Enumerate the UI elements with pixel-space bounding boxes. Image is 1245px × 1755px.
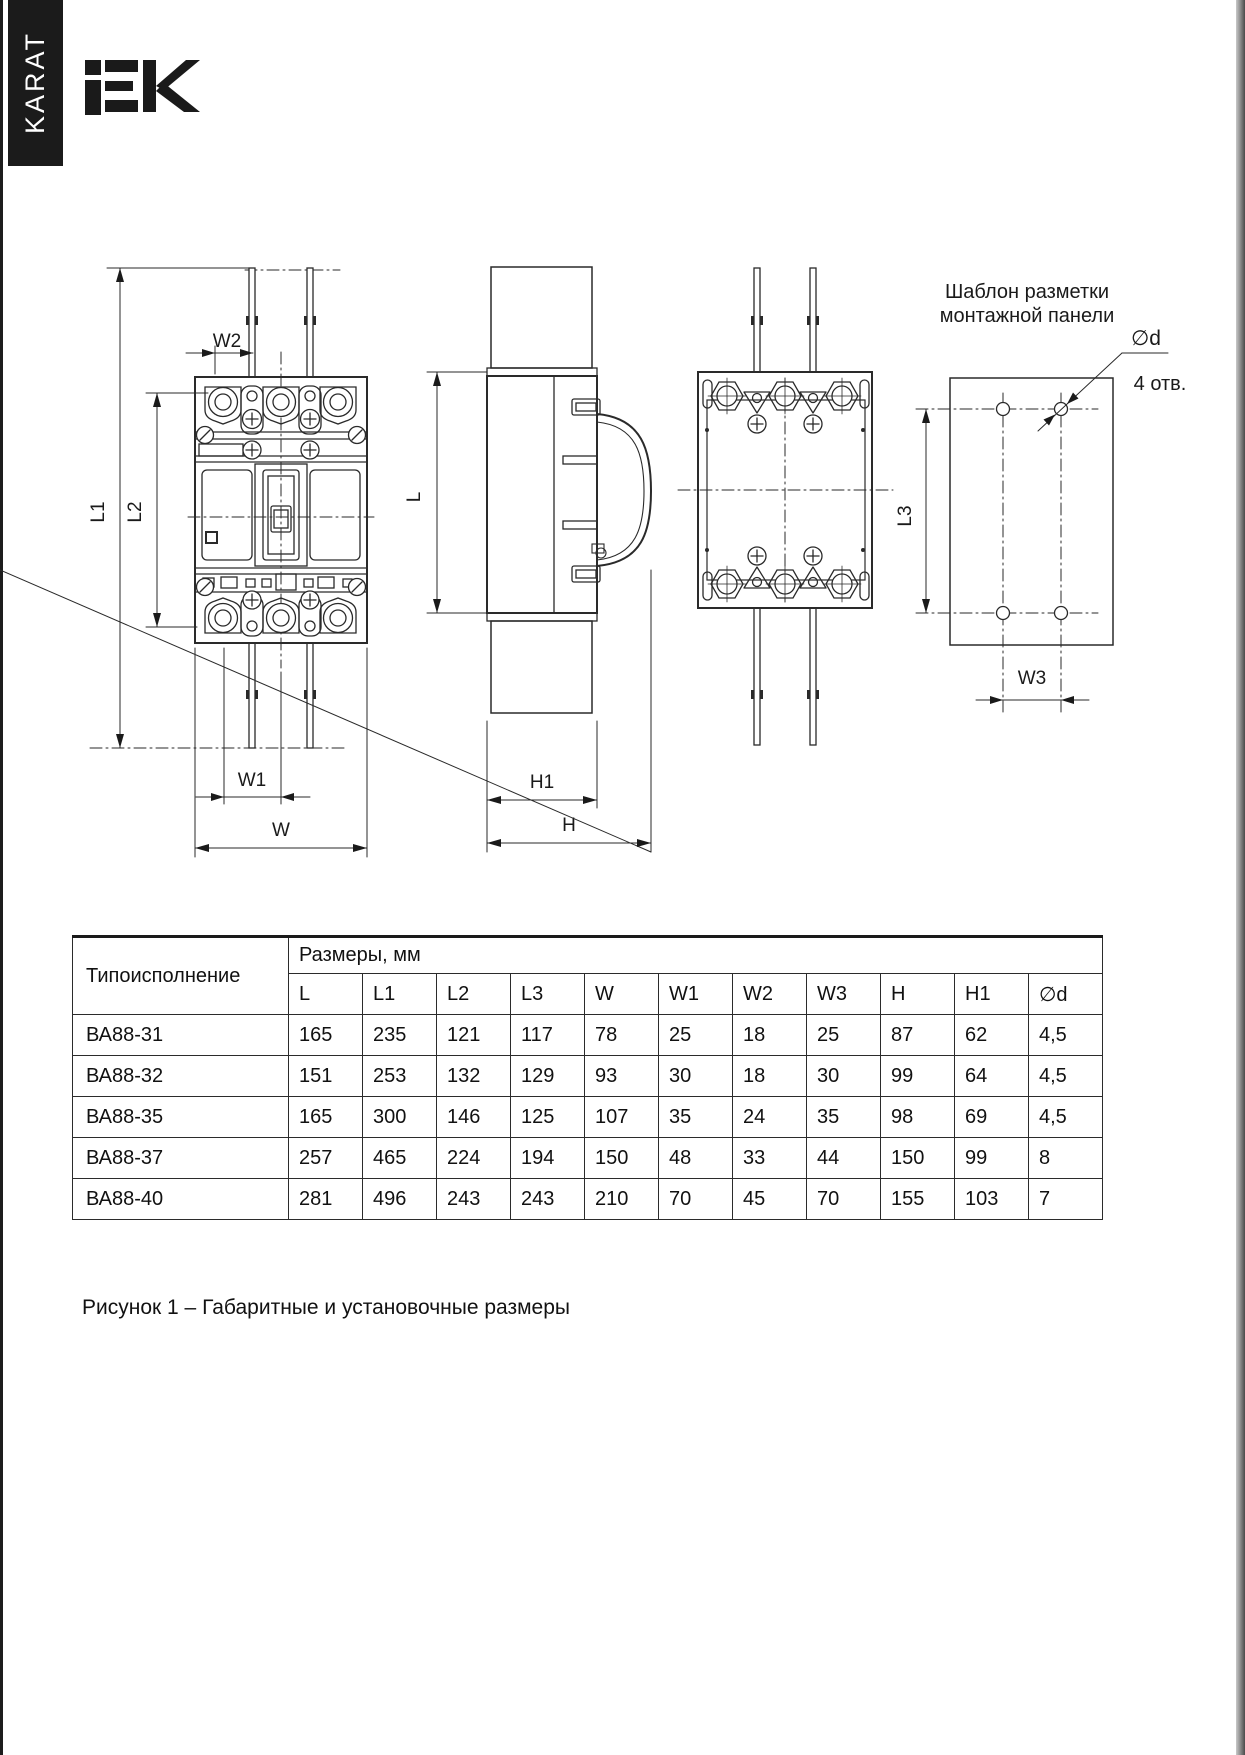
value-cell: 132 xyxy=(437,1056,511,1097)
front-vent-row xyxy=(203,574,352,590)
value-cell: 18 xyxy=(733,1056,807,1097)
value-cell: 24 xyxy=(733,1097,807,1138)
logo-k-lower-arm xyxy=(156,83,200,112)
type-cell: ВА88-31 xyxy=(73,1015,289,1056)
value-cell: 25 xyxy=(659,1015,733,1056)
template-title-line2: монтажной панели xyxy=(939,305,1115,327)
front-bottom-terminals xyxy=(197,579,366,637)
value-cell: 150 xyxy=(881,1138,955,1179)
value-cell: 121 xyxy=(437,1015,511,1056)
value-cell: 70 xyxy=(659,1179,733,1220)
table-row xyxy=(73,1015,1103,1056)
template-title xyxy=(940,281,1115,327)
rear-view xyxy=(678,268,893,745)
template-title-line1: Шаблон разметки xyxy=(944,281,1110,303)
value-cell: 30 xyxy=(659,1056,733,1097)
karat-side-tab xyxy=(8,0,63,166)
value-cell: 281 xyxy=(289,1179,363,1220)
value-cell: 103 xyxy=(955,1179,1029,1220)
table-header-type: Типоисполнение xyxy=(73,937,289,1015)
logo-i-dot xyxy=(85,60,101,75)
value-cell: 155 xyxy=(881,1179,955,1220)
label-l2: L2 xyxy=(125,501,146,523)
value-cell: 465 xyxy=(363,1138,437,1179)
iek-logo xyxy=(85,48,200,118)
front-dimensions xyxy=(107,268,487,857)
value-cell: 194 xyxy=(511,1138,585,1179)
karat-label: KARAT xyxy=(20,31,50,135)
type-cell: ВА88-40 xyxy=(73,1179,289,1220)
figure-drawing xyxy=(0,230,1245,890)
value-cell: 165 xyxy=(289,1097,363,1138)
col-header-W1: W1 xyxy=(659,974,733,1015)
value-cell: 129 xyxy=(511,1056,585,1097)
table-row xyxy=(73,1097,1103,1138)
logo-e-bottom xyxy=(105,100,138,112)
value-cell: 18 xyxy=(733,1015,807,1056)
value-cell: 253 xyxy=(363,1056,437,1097)
table-header-group: Размеры, мм xyxy=(289,937,1103,974)
value-cell: 30 xyxy=(807,1056,881,1097)
dimensions-table xyxy=(72,935,1103,1220)
label-diameter: ∅d xyxy=(1131,327,1161,350)
label-w: W xyxy=(272,820,290,841)
col-header-L1: L1 xyxy=(363,974,437,1015)
value-cell: 150 xyxy=(585,1138,659,1179)
value-cell: 151 xyxy=(289,1056,363,1097)
logo-e-top xyxy=(105,60,138,72)
value-cell: 107 xyxy=(585,1097,659,1138)
value-cell: 300 xyxy=(363,1097,437,1138)
value-cell: 98 xyxy=(881,1097,955,1138)
type-cell: ВА88-32 xyxy=(73,1056,289,1097)
value-cell: 4,5 xyxy=(1029,1097,1103,1138)
label-l3: L3 xyxy=(895,505,916,527)
value-cell: 45 xyxy=(733,1179,807,1220)
value-cell: 78 xyxy=(585,1015,659,1056)
label-l: L xyxy=(404,491,425,503)
value-cell: 146 xyxy=(437,1097,511,1138)
col-header-W3: W3 xyxy=(807,974,881,1015)
value-cell: 35 xyxy=(659,1097,733,1138)
label-h: H xyxy=(562,815,576,836)
label-w3: W3 xyxy=(1017,668,1047,689)
value-cell: 117 xyxy=(511,1015,585,1056)
table-row xyxy=(73,1138,1103,1179)
value-cell: 243 xyxy=(437,1179,511,1220)
value-cell: 99 xyxy=(881,1056,955,1097)
value-cell: 87 xyxy=(881,1015,955,1056)
figure-caption: Рисунок 1 – Габаритные и установочные размеры xyxy=(82,1296,570,1319)
logo-k-stem xyxy=(143,60,156,112)
value-cell: 44 xyxy=(807,1138,881,1179)
value-cell: 93 xyxy=(585,1056,659,1097)
label-w1: W1 xyxy=(237,770,267,791)
value-cell: 165 xyxy=(289,1015,363,1056)
table-row xyxy=(73,1056,1103,1097)
table-row xyxy=(73,1179,1103,1220)
col-header-L2: L2 xyxy=(437,974,511,1015)
mounting-template xyxy=(916,353,1168,712)
value-cell: 257 xyxy=(289,1138,363,1179)
value-cell: 35 xyxy=(807,1097,881,1138)
col-header-L3: L3 xyxy=(511,974,585,1015)
col-header-W2: W2 xyxy=(733,974,807,1015)
dimension-labels xyxy=(88,327,1186,841)
value-cell: 64 xyxy=(955,1056,1029,1097)
value-cell: 224 xyxy=(437,1138,511,1179)
value-cell: 4,5 xyxy=(1029,1015,1103,1056)
value-cell: 4,5 xyxy=(1029,1056,1103,1097)
value-cell: 496 xyxy=(363,1179,437,1220)
logo-i-bar xyxy=(85,80,101,115)
value-cell: 48 xyxy=(659,1138,733,1179)
value-cell: 235 xyxy=(363,1015,437,1056)
col-header-L: L xyxy=(289,974,363,1015)
value-cell: 33 xyxy=(733,1138,807,1179)
value-cell: 25 xyxy=(807,1015,881,1056)
label-h1: H1 xyxy=(529,772,555,793)
value-cell: 125 xyxy=(511,1097,585,1138)
side-view xyxy=(487,267,651,713)
value-cell: 62 xyxy=(955,1015,1029,1056)
value-cell: 243 xyxy=(511,1179,585,1220)
type-cell: ВА88-37 xyxy=(73,1138,289,1179)
col-header-H1: H1 xyxy=(955,974,1029,1015)
value-cell: 7 xyxy=(1029,1179,1103,1220)
type-cell: ВА88-35 xyxy=(73,1097,289,1138)
value-cell: 70 xyxy=(807,1179,881,1220)
label-holes-count: 4 отв. xyxy=(1133,373,1187,395)
col-header-W: W xyxy=(585,974,659,1015)
col-header-d: ∅d xyxy=(1029,974,1103,1015)
value-cell: 8 xyxy=(1029,1138,1103,1179)
label-l1: L1 xyxy=(88,501,109,523)
logo-e-mid xyxy=(105,81,133,91)
value-cell: 99 xyxy=(955,1138,1029,1179)
value-cell: 69 xyxy=(955,1097,1029,1138)
value-cell: 210 xyxy=(585,1179,659,1220)
label-w2: W2 xyxy=(212,331,242,352)
col-header-H: H xyxy=(881,974,955,1015)
